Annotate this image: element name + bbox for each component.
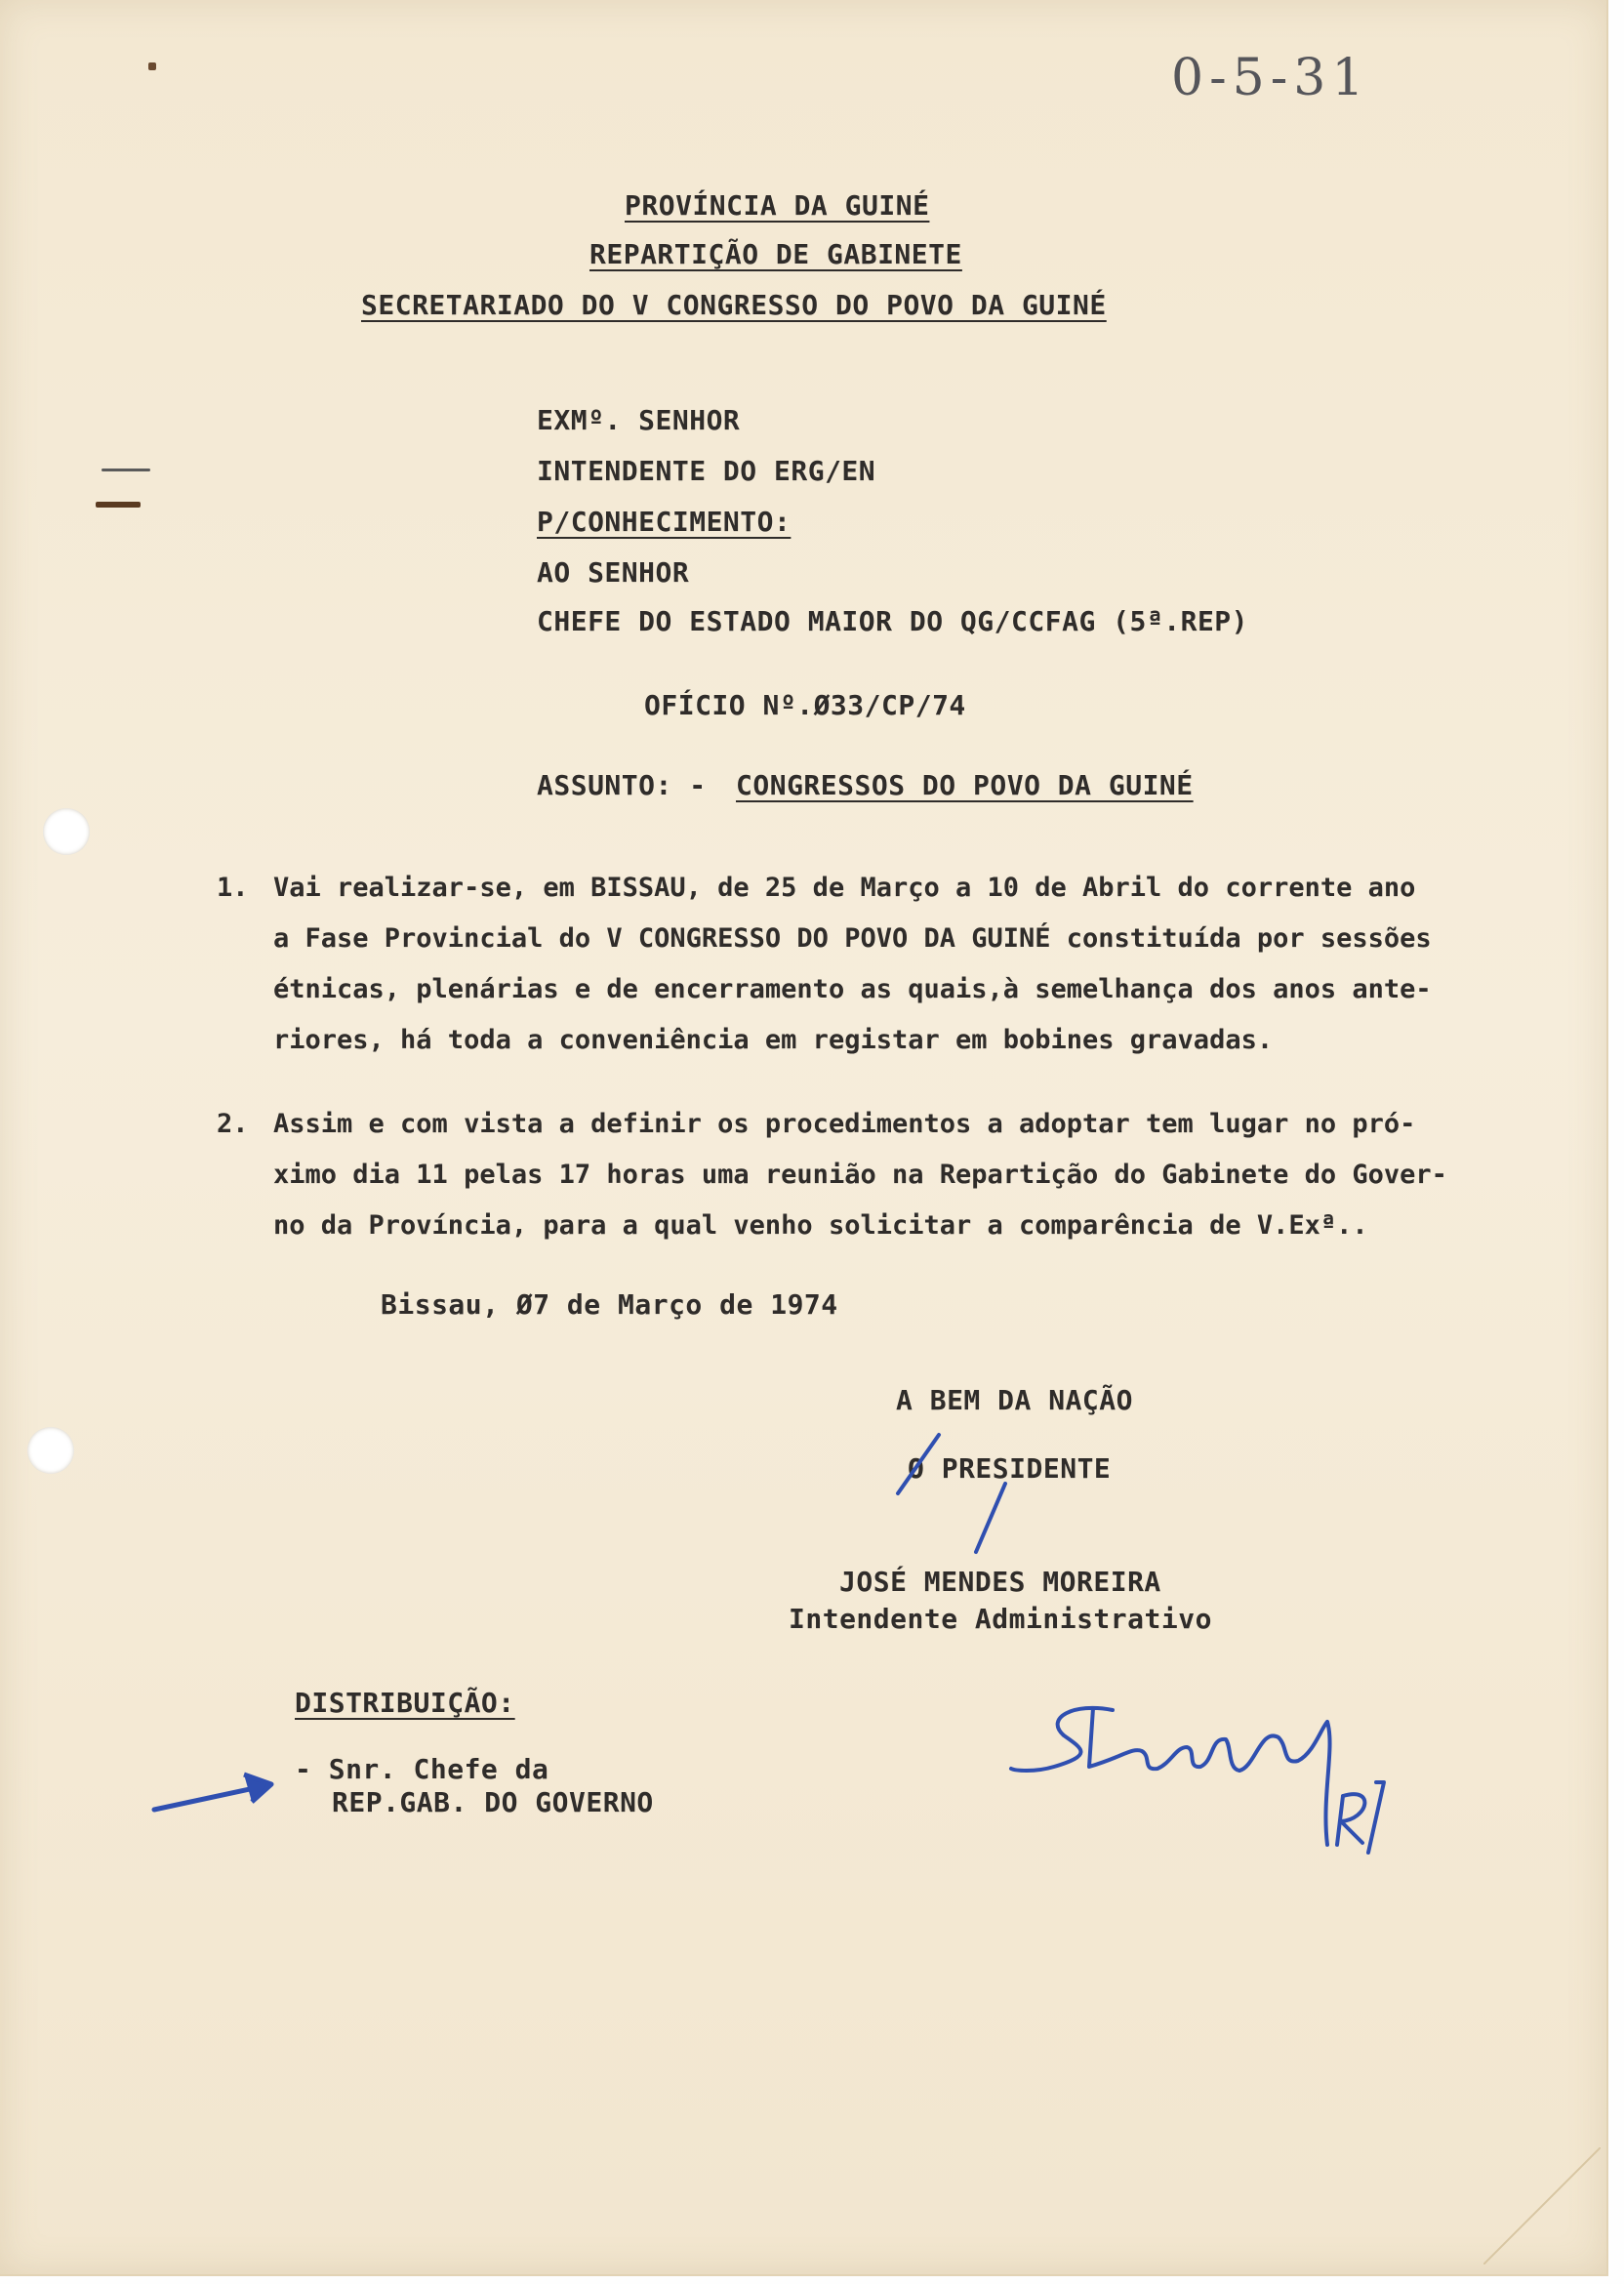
paragraph-line: Assim e com vista a definir os procedimentos a adoptar tem lugar no pró- — [273, 1109, 1416, 1139]
initials-text — [1327, 1806, 1328, 1807]
header-department: REPARTIÇÃO DE GABINETE — [589, 238, 962, 270]
paragraph-line: Vai realizar-se, em BISSAU, de 25 de Março a 10 de Abril do corrente ano — [273, 873, 1416, 903]
paragraph-line: no da Província, para a qual venho solicitar a comparência de V.Exª.. — [273, 1210, 1368, 1241]
addressee-salutation: EXMº. SENHOR — [537, 404, 741, 436]
paragraph-line: étnicas, plenárias e de encerramento as quais,à semelhança dos anos ante- — [273, 974, 1432, 1004]
handwritten-reference: 0-5-31 — [1171, 49, 1370, 107]
paragraph-1 — [217, 873, 1583, 1068]
closing-role: Intendente Administrativo — [789, 1603, 1212, 1635]
paragraph-number: 2. — [217, 1109, 249, 1139]
closing-name: JOSÉ MENDES MOREIRA — [839, 1566, 1161, 1598]
punch-hole-top — [43, 808, 90, 855]
margin-mark — [96, 502, 141, 508]
paragraph-line: a Fase Provincial do V CONGRESSO DO POVO DA GUINÉ constituída por sessões — [273, 923, 1432, 954]
addressee-to-sir: AO SENHOR — [537, 556, 690, 589]
margin-mark — [102, 469, 150, 471]
addressee-recipient: INTENDENTE DO ERG/EN — [537, 455, 876, 487]
punch-hole-bottom — [27, 1427, 74, 1474]
closing-motto: A BEM DA NAÇÃO — [896, 1384, 1134, 1416]
page-crease — [1483, 2147, 1601, 2264]
pen-strike-marks — [878, 1425, 1054, 1562]
paragraph-2 — [217, 1109, 1583, 1265]
closing-title: O PRESIDENTE — [908, 1452, 1112, 1485]
subject-text: CONGRESSOS DO POVO DA GUINÉ — [736, 769, 1194, 801]
distribution-line-1: - Snr. Chefe da — [295, 1753, 549, 1785]
signature-text — [1113, 1718, 1116, 1719]
distribution-heading: DISTRIBUIÇÃO: — [295, 1687, 515, 1719]
date-line: Bissau, Ø7 de Março de 1974 — [381, 1288, 838, 1321]
distribution-line-2: REP.GAB. DO GOVERNO — [332, 1786, 654, 1818]
header-province: PROVÍNCIA DA GUINÉ — [625, 189, 930, 222]
oficio-number: OFÍCIO Nº.Ø33/CP/74 — [644, 689, 966, 721]
paragraph-line: riores, há toda a conveniência em registar em bobines gravadas. — [273, 1025, 1274, 1055]
paragraph-line: ximo dia 11 pelas 17 horas uma reunião na Repartição do Gabinete do Gover- — [273, 1160, 1447, 1190]
addressee-for-knowledge: P/CONHECIMENTO: — [537, 506, 792, 538]
signature — [1005, 1689, 1396, 1855]
header-secretariat: SECRETARIADO DO V CONGRESSO DO POVO DA GUINÉ — [361, 289, 1107, 321]
arrow-icon — [146, 1763, 283, 1821]
margin-mark — [148, 62, 156, 70]
addressee-chief: CHEFE DO ESTADO MAIOR DO QG/CCFAG (5ª.REP) — [537, 605, 1249, 637]
subject-label: ASSUNTO: - — [537, 769, 707, 801]
paragraph-number: 1. — [217, 873, 249, 903]
